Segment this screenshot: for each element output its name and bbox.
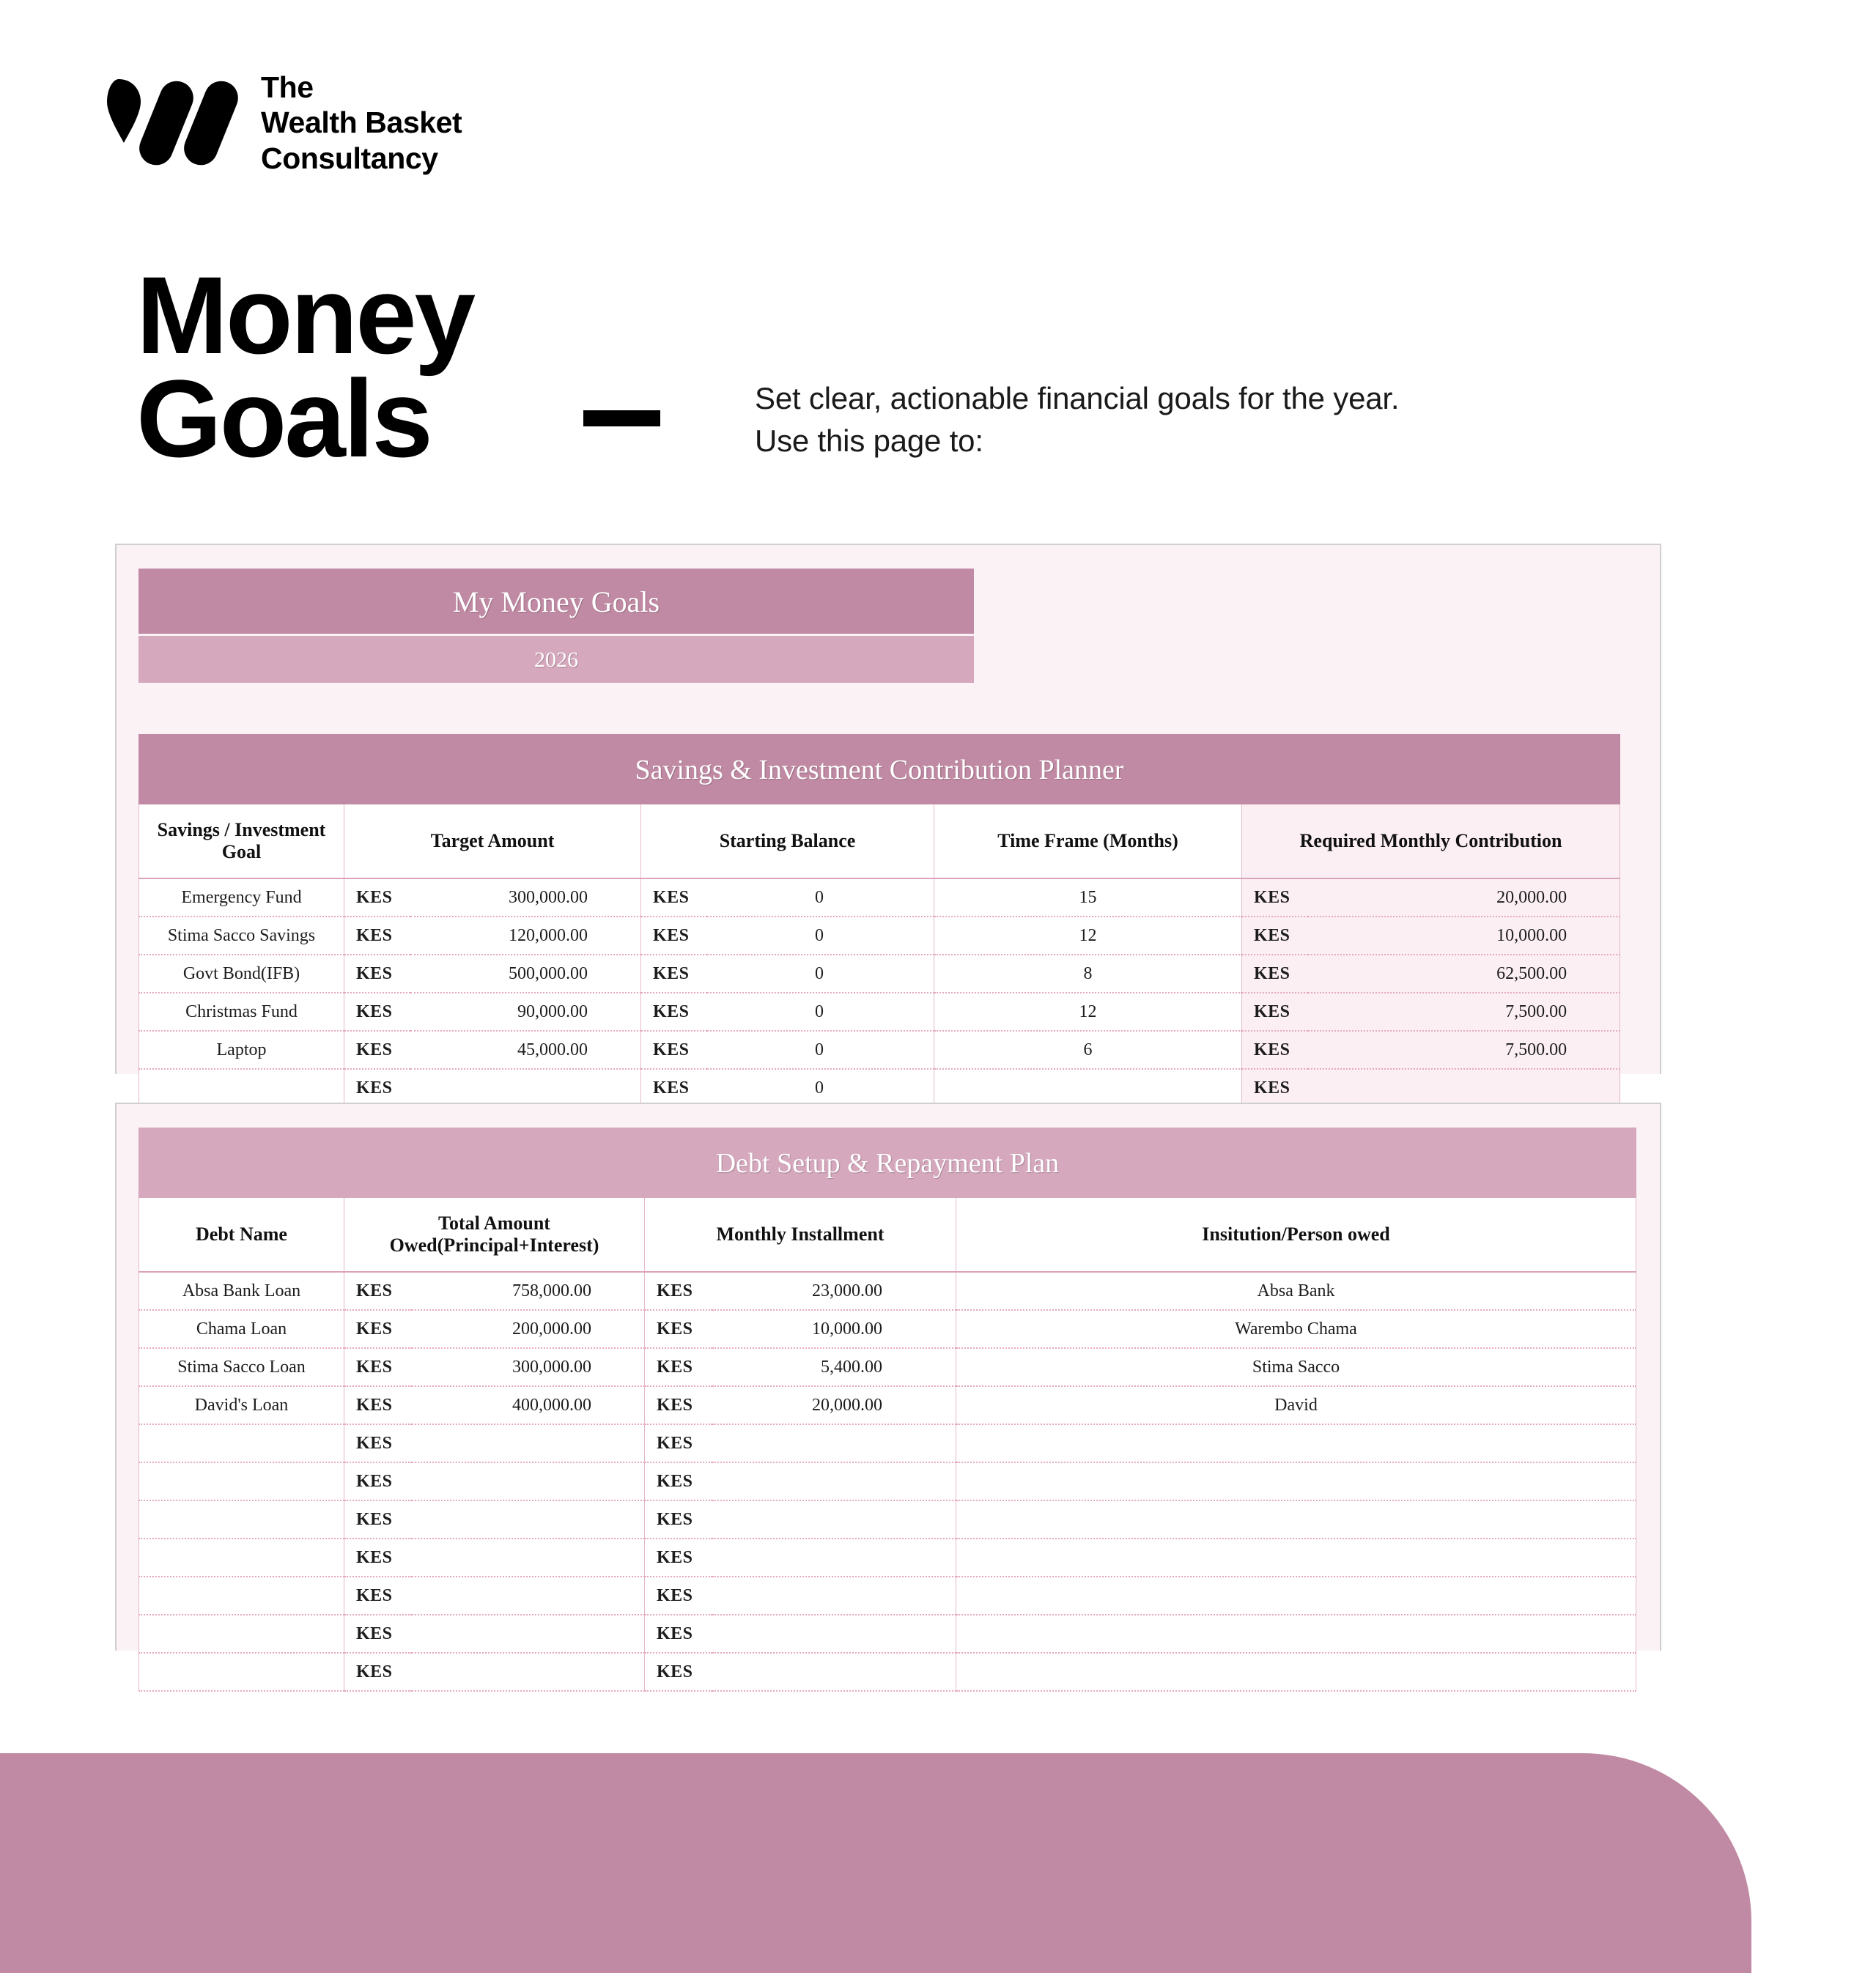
savings-cell-start[interactable]: 0	[707, 1069, 934, 1107]
savings-col-start: Starting Balance	[641, 804, 934, 879]
savings-cell-target-currency: KES	[344, 917, 410, 955]
debt-table-row[interactable]	[139, 1577, 1636, 1615]
debt-table-row[interactable]	[139, 1348, 1636, 1386]
debt-cell-owed-currency: KES	[344, 1462, 412, 1500]
savings-cell-start[interactable]: 0	[707, 955, 934, 993]
savings-table-row[interactable]	[139, 917, 1620, 955]
debt-cell-installment[interactable]: 23,000.00	[712, 1272, 956, 1310]
savings-cell-required-currency: KES	[1242, 993, 1308, 1031]
savings-cell-months[interactable]: 15	[934, 878, 1242, 917]
debt-table-row[interactable]	[139, 1500, 1636, 1539]
debt-cell-party[interactable]: Stima Sacco	[956, 1348, 1636, 1386]
savings-col-goal: Savings / Investment Goal	[139, 804, 344, 879]
debt-cell-owed[interactable]	[412, 1462, 645, 1500]
my-money-goals-header	[139, 569, 974, 683]
footer-decoration	[0, 1753, 1876, 1876]
debt-cell-owed[interactable]	[412, 1500, 645, 1539]
debt-cell-owed[interactable]	[412, 1577, 645, 1615]
savings-table-row[interactable]	[139, 955, 1620, 993]
debt-cell-installment-currency: KES	[645, 1348, 712, 1386]
debt-cell-party[interactable]	[956, 1424, 1636, 1462]
savings-col-months: Time Frame (Months)	[934, 804, 1242, 879]
debt-cell-installment-currency: KES	[645, 1653, 712, 1691]
savings-cell-required-currency: KES	[1242, 917, 1308, 955]
debt-setup-table	[139, 1128, 1636, 1692]
debt-cell-installment[interactable]	[712, 1653, 956, 1691]
debt-table-row[interactable]	[139, 1653, 1636, 1691]
savings-cell-goal[interactable]: Christmas Fund	[139, 993, 344, 1031]
savings-cell-target[interactable]: 45,000.00	[410, 1031, 641, 1069]
debt-col-name: Debt Name	[139, 1198, 344, 1273]
savings-cell-start[interactable]: 0	[707, 917, 934, 955]
debt-cell-installment[interactable]	[712, 1424, 956, 1462]
page-title-line-1: Money	[136, 253, 474, 377]
debt-cell-party[interactable]	[956, 1577, 1636, 1615]
debt-cell-party[interactable]	[956, 1462, 1636, 1500]
savings-cell-target[interactable]: 500,000.00	[410, 955, 641, 993]
debt-cell-owed-currency: KES	[344, 1577, 412, 1615]
debt-cell-owed-currency: KES	[344, 1615, 412, 1653]
savings-cell-target[interactable]	[410, 1069, 641, 1107]
my-money-goals-year[interactable]: 2026	[139, 636, 974, 683]
savings-cell-target-currency: KES	[344, 1031, 410, 1069]
page-title	[136, 253, 576, 480]
savings-col-required: Required Monthly Contribution	[1242, 804, 1620, 879]
savings-cell-goal[interactable]	[139, 1069, 344, 1107]
savings-col-target: Target Amount	[344, 804, 641, 879]
debt-cell-party[interactable]	[956, 1653, 1636, 1691]
brand-logo	[103, 70, 462, 176]
savings-cell-required-currency: KES	[1242, 955, 1308, 993]
debt-cell-owed[interactable]	[412, 1615, 645, 1653]
brand-line-3: Consultancy	[261, 141, 438, 175]
debt-cell-installment[interactable]	[712, 1500, 956, 1539]
savings-cell-target-currency: KES	[344, 1069, 410, 1107]
savings-table-row[interactable]	[139, 1069, 1620, 1107]
debt-table-row[interactable]	[139, 1462, 1636, 1500]
debt-panel	[115, 1103, 1661, 1681]
debt-cell-installment-currency: KES	[645, 1386, 712, 1424]
savings-cell-required[interactable]: 7,500.00	[1308, 1031, 1620, 1069]
debt-cell-name[interactable]	[139, 1500, 344, 1539]
debt-cell-owed[interactable]	[412, 1424, 645, 1462]
debt-cell-name[interactable]	[139, 1539, 344, 1577]
debt-cell-name[interactable]: Stima Sacco Loan	[139, 1348, 344, 1386]
savings-cell-required[interactable]: 10,000.00	[1308, 917, 1620, 955]
footer-shape	[0, 1753, 1751, 1973]
debt-cell-owed-currency: KES	[344, 1539, 412, 1577]
debt-cell-owed[interactable]: 200,000.00	[412, 1310, 645, 1348]
page-title-line-2: Goals	[136, 357, 431, 480]
debt-cell-installment-currency: KES	[645, 1500, 712, 1539]
savings-cell-months[interactable]: 12	[934, 917, 1242, 955]
debt-cell-installment[interactable]: 10,000.00	[712, 1310, 956, 1348]
debt-cell-party[interactable]	[956, 1615, 1636, 1653]
debt-col-party: Insitution/Person owed	[956, 1198, 1636, 1273]
debt-cell-owed[interactable]: 758,000.00	[412, 1272, 645, 1310]
debt-cell-owed-currency: KES	[344, 1653, 412, 1691]
debt-cell-party[interactable]: David	[956, 1386, 1636, 1424]
savings-cell-start-currency: KES	[641, 917, 707, 955]
debt-cell-owed[interactable]: 400,000.00	[412, 1386, 645, 1424]
debt-cell-name[interactable]	[139, 1615, 344, 1653]
savings-cell-goal[interactable]: Emergency Fund	[139, 878, 344, 917]
savings-cell-start[interactable]: 0	[707, 993, 934, 1031]
debt-cell-installment[interactable]	[712, 1462, 956, 1500]
debt-cell-owed[interactable]: 300,000.00	[412, 1348, 645, 1386]
debt-cell-owed-currency: KES	[344, 1386, 412, 1424]
savings-cell-required-currency: KES	[1242, 1031, 1308, 1069]
debt-cell-installment-currency: KES	[645, 1577, 712, 1615]
debt-cell-owed-currency: KES	[344, 1348, 412, 1386]
debt-cell-name[interactable]	[139, 1653, 344, 1691]
savings-cell-start[interactable]: 0	[707, 878, 934, 917]
debt-cell-party[interactable]	[956, 1539, 1636, 1577]
debt-cell-installment-currency: KES	[645, 1272, 712, 1310]
savings-header-row	[139, 804, 1620, 879]
savings-cell-required-currency: KES	[1242, 1069, 1308, 1107]
debt-cell-name[interactable]: Chama Loan	[139, 1310, 344, 1348]
debt-cell-installment-currency: KES	[645, 1424, 712, 1462]
debt-cell-owed-currency: KES	[344, 1310, 412, 1348]
debt-cell-name[interactable]	[139, 1462, 344, 1500]
savings-cell-required[interactable]: 20,000.00	[1308, 878, 1620, 917]
savings-cell-required[interactable]: 62,500.00	[1308, 955, 1620, 993]
savings-cell-required-currency: KES	[1242, 878, 1308, 917]
brand-line-1: The	[261, 70, 314, 104]
debt-cell-installment[interactable]: 20,000.00	[712, 1386, 956, 1424]
savings-cell-start-currency: KES	[641, 878, 707, 917]
debt-cell-party[interactable]: Absa Bank	[956, 1272, 1636, 1310]
debt-cell-installment-currency: KES	[645, 1462, 712, 1500]
savings-cell-months[interactable]	[934, 1069, 1242, 1107]
page-intro-line-2: Use this page to:	[755, 423, 983, 458]
page-intro-line-1: Set clear, actionable financial goals for the year.	[755, 381, 1400, 415]
savings-cell-required[interactable]	[1308, 1069, 1620, 1107]
savings-cell-months[interactable]: 12	[934, 993, 1242, 1031]
brand-wordmark	[261, 70, 462, 176]
debt-table-row[interactable]	[139, 1310, 1636, 1348]
page-intro	[755, 377, 1399, 462]
savings-table-row[interactable]	[139, 993, 1620, 1031]
debt-cell-owed-currency: KES	[344, 1500, 412, 1539]
savings-cell-start-currency: KES	[641, 1031, 707, 1069]
debt-col-owed-line-2: Owed(Principal+Interest)	[389, 1234, 599, 1256]
savings-cell-goal[interactable]: Govt Bond(IFB)	[139, 955, 344, 993]
savings-cell-target-currency: KES	[344, 993, 410, 1031]
savings-cell-goal[interactable]: Laptop	[139, 1031, 344, 1069]
savings-cell-goal[interactable]: Stima Sacco Savings	[139, 917, 344, 955]
debt-banner: Debt Setup & Repayment Plan	[139, 1128, 1636, 1198]
savings-cell-target[interactable]: 90,000.00	[410, 993, 641, 1031]
debt-table-row[interactable]	[139, 1272, 1636, 1310]
debt-cell-name[interactable]	[139, 1577, 344, 1615]
debt-table-row[interactable]	[139, 1386, 1636, 1424]
savings-cell-target-currency: KES	[344, 955, 410, 993]
debt-table-row[interactable]	[139, 1424, 1636, 1462]
debt-cell-owed[interactable]	[412, 1653, 645, 1691]
debt-cell-owed-currency: KES	[344, 1272, 412, 1310]
savings-cell-target-currency: KES	[344, 878, 410, 917]
page-title-row	[136, 253, 660, 480]
debt-table-row[interactable]	[139, 1615, 1636, 1653]
debt-cell-name[interactable]: David's Loan	[139, 1386, 344, 1424]
wealth-basket-w-logo-icon	[103, 73, 234, 172]
debt-cell-name[interactable]: Absa Bank Loan	[139, 1272, 344, 1310]
debt-cell-installment-currency: KES	[645, 1310, 712, 1348]
debt-header-row	[139, 1198, 1636, 1273]
debt-cell-party[interactable]: Warembo Chama	[956, 1310, 1636, 1348]
debt-cell-installment[interactable]	[712, 1615, 956, 1653]
debt-cell-installment-currency: KES	[645, 1615, 712, 1653]
brand-line-2: Wealth Basket	[261, 106, 462, 140]
title-dash-icon	[583, 410, 660, 426]
debt-cell-installment[interactable]	[712, 1577, 956, 1615]
savings-cell-target[interactable]: 120,000.00	[410, 917, 641, 955]
debt-cell-name[interactable]	[139, 1424, 344, 1462]
savings-panel	[115, 544, 1661, 1097]
debt-table-row[interactable]	[139, 1539, 1636, 1577]
savings-table-row[interactable]	[139, 878, 1620, 917]
savings-investment-table	[139, 734, 1620, 1146]
debt-cell-installment[interactable]	[712, 1539, 956, 1577]
savings-banner-row	[139, 735, 1620, 804]
debt-col-installment: Monthly Installment	[645, 1198, 956, 1273]
savings-cell-target[interactable]: 300,000.00	[410, 878, 641, 917]
savings-cell-months[interactable]: 8	[934, 955, 1242, 993]
debt-cell-owed-currency: KES	[344, 1424, 412, 1462]
savings-cell-required[interactable]: 7,500.00	[1308, 993, 1620, 1031]
debt-col-owed-line-1: Total Amount	[438, 1213, 550, 1234]
debt-cell-installment-currency: KES	[645, 1539, 712, 1577]
savings-cell-months[interactable]: 6	[934, 1031, 1242, 1069]
savings-cell-start-currency: KES	[641, 955, 707, 993]
debt-cell-party[interactable]	[956, 1500, 1636, 1539]
savings-cell-start-currency: KES	[641, 1069, 707, 1107]
debt-banner-row	[139, 1128, 1636, 1198]
savings-banner: Savings & Investment Contribution Planner	[139, 735, 1620, 804]
debt-col-owed	[344, 1198, 645, 1273]
savings-cell-start[interactable]: 0	[707, 1031, 934, 1069]
debt-cell-owed[interactable]	[412, 1539, 645, 1577]
savings-table-row[interactable]	[139, 1031, 1620, 1069]
my-money-goals-title: My Money Goals	[139, 569, 974, 634]
savings-cell-start-currency: KES	[641, 993, 707, 1031]
debt-cell-installment[interactable]: 5,400.00	[712, 1348, 956, 1386]
